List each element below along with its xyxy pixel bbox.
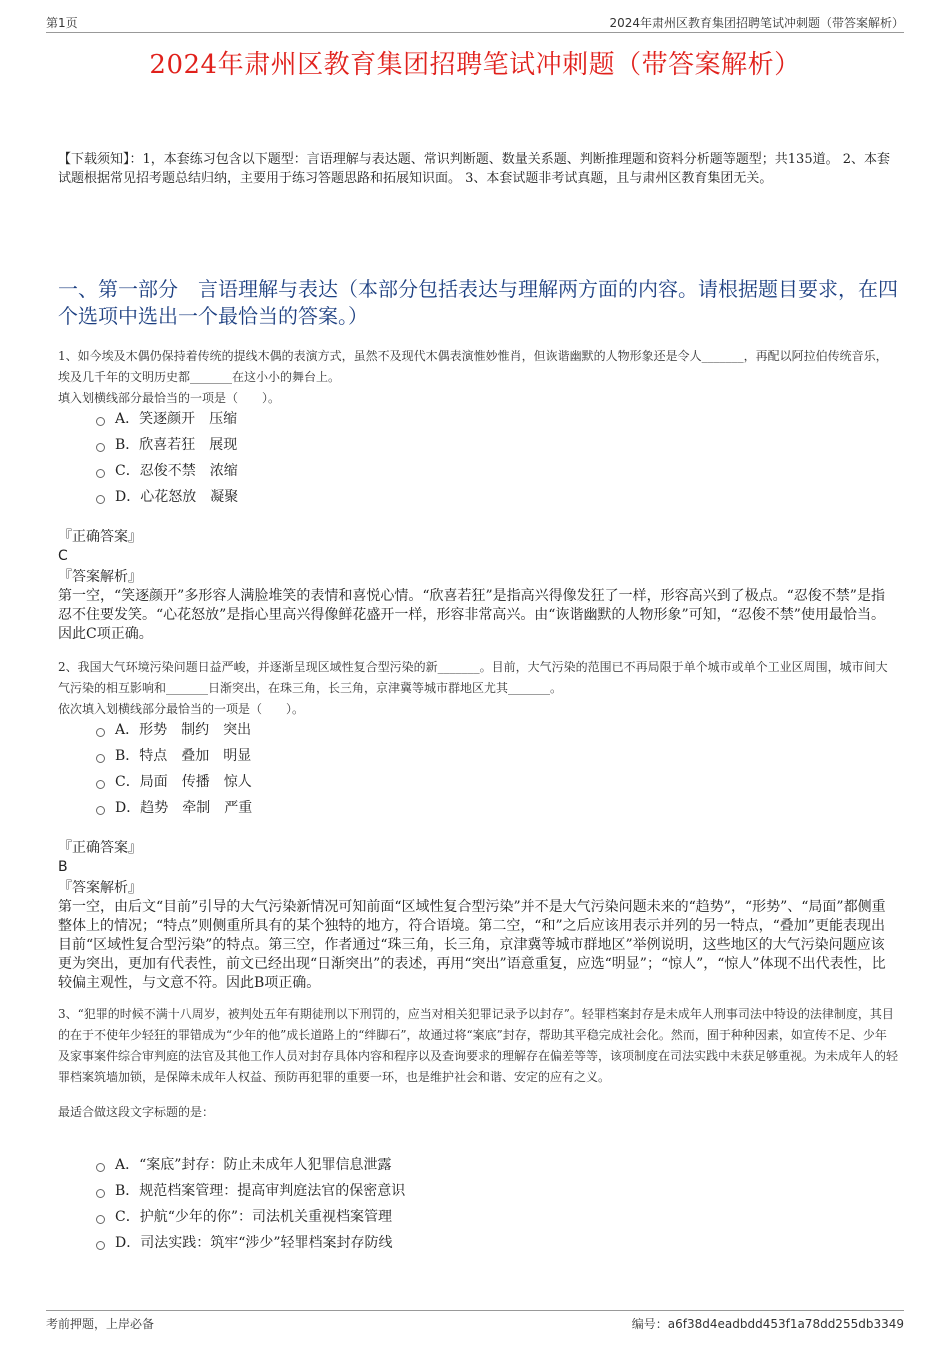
page-number: 第1页 xyxy=(46,16,78,30)
question-2-options xyxy=(96,717,596,821)
analysis-label: 『答案解析』 xyxy=(58,880,142,896)
option-key: B． xyxy=(115,437,140,453)
analysis-label: 『答案解析』 xyxy=(58,569,142,585)
answer-label: 『正确答案』 xyxy=(58,840,142,856)
option-key: D． xyxy=(115,800,141,816)
option-key: C． xyxy=(115,774,140,790)
option-key: D． xyxy=(115,1235,141,1251)
question-1-analysis xyxy=(58,568,898,644)
radio-icon[interactable] xyxy=(96,443,105,452)
option-key: A． xyxy=(115,411,140,427)
answer-value: C xyxy=(58,548,68,564)
question-1-answer xyxy=(58,528,898,566)
radio-icon[interactable] xyxy=(96,780,105,789)
option-a[interactable] xyxy=(96,717,596,743)
question-stem-text: 2、我国大气环境污染问题日益严峻，并逐渐呈现区域性复合型污染的新_______。目前，大气污染的范围已不再局限于单个城市或单个工业区周围，城市间大气污染的相互影响和_______日渐突出，在珠三角，长三角，京津冀等城市群地区尤其_______。 xyxy=(58,660,888,695)
option-text: 笑逐颜开 压缩 xyxy=(139,411,238,427)
option-d[interactable] xyxy=(96,484,596,510)
answer-label: 『正确答案』 xyxy=(58,529,142,545)
option-b[interactable] xyxy=(96,1178,596,1204)
page-header xyxy=(46,14,904,33)
option-text: 欣喜若狂 展现 xyxy=(139,437,238,453)
option-b[interactable] xyxy=(96,743,596,769)
analysis-text: 第一空，“笑逐颜开”多形容人满脸堆笑的表情和喜悦心情。“欣喜若狂”是指高兴得像发狂了一样，形容高兴到了极点。“忍俊不禁”是指忍不住要发笑。“心花怒放”是指心里高兴得像鲜花盛开一样，形容非常高兴。由“诙谐幽默的人物形象”可知，“忍俊不禁”使用最恰当。因此C项正确。 xyxy=(58,588,885,642)
radio-icon[interactable] xyxy=(96,1241,105,1250)
option-key: C． xyxy=(115,463,140,479)
question-2-stem xyxy=(58,657,898,720)
question-2-analysis xyxy=(58,879,898,993)
option-key: A． xyxy=(115,1157,140,1173)
question-prompt: 填入划横线部分最恰当的一项是（ ）。 xyxy=(58,391,281,405)
option-text: 护航“少年的你”：司法机关重视档案管理 xyxy=(139,1209,393,1225)
question-1-stem xyxy=(58,346,898,409)
radio-icon[interactable] xyxy=(96,469,105,478)
page-footer xyxy=(46,1310,904,1333)
option-d[interactable] xyxy=(96,795,596,821)
option-c[interactable] xyxy=(96,1204,596,1230)
header-doc-title: 2024年肃州区教育集团招聘笔试冲刺题（带答案解析） xyxy=(609,16,904,30)
question-3-options xyxy=(96,1152,596,1256)
option-a[interactable] xyxy=(96,406,596,432)
option-c[interactable] xyxy=(96,458,596,484)
footer-code xyxy=(632,1315,904,1332)
radio-icon[interactable] xyxy=(96,495,105,504)
option-text: 心花怒放 凝聚 xyxy=(140,489,239,505)
option-text: 局面 传播 惊人 xyxy=(139,774,252,790)
option-text: 规范档案管理：提高审判庭法官的保密意识 xyxy=(139,1183,406,1199)
footer-slogan: 考前押题，上岸必备 xyxy=(46,1317,155,1331)
option-text: 趋势 牵制 严重 xyxy=(140,800,253,816)
option-key: D． xyxy=(115,489,141,505)
radio-icon[interactable] xyxy=(96,1215,105,1224)
radio-icon[interactable] xyxy=(96,417,105,426)
answer-value: B xyxy=(58,859,68,875)
radio-icon[interactable] xyxy=(96,806,105,815)
page-title: 2024年肃州区教育集团招聘笔试冲刺题（带答案解析） xyxy=(149,50,801,80)
question-2-answer xyxy=(58,839,898,877)
option-text: “案底”封存：防止未成年人犯罪信息泄露 xyxy=(139,1157,392,1173)
code-label: 编号： xyxy=(631,1317,668,1331)
option-text: 忍俊不禁 浓缩 xyxy=(139,463,238,479)
section-heading: 一、第一部分 言语理解与表达（本部分包括表达与理解两方面的内容。请根据题目要求，在四个选项中选出一个最恰当的答案。） xyxy=(58,277,898,328)
question-3-stem xyxy=(58,1004,898,1123)
question-prompt: 最适合做这段文字标题的是： xyxy=(58,1105,215,1119)
radio-icon[interactable] xyxy=(96,1189,105,1198)
code-value: a6f38d4eadbdd453f1a78dd255db3349 xyxy=(667,1317,904,1331)
question-1-options xyxy=(96,406,596,510)
radio-icon[interactable] xyxy=(96,1163,105,1172)
option-d[interactable] xyxy=(96,1230,596,1256)
analysis-text: 第一空，由后文“目前”引导的大气污染新情况可知前面“区域性复合型污染”并不是大气污染问题未来的“趋势”，“形势”、“局面”都侧重整体上的情况；“特点”则侧重所具有的某个独特的地方，符合语境。第二空，“和”之后应该用表示并列的另一特点，“叠加”更能表现出目前“区域性复合型污染”的特点。第三空，作者通过“珠三角，长三角，京津冀等城市群地区”举例说明，这些地区的大气污染问题应该更为突出，更加有代表性，前文已经出现“日渐突出”的表述，再用“突出”语意重复，应选“明显”；“惊人”，“惊人”体现不出代表性，比较偏主观性，与文意不符。因此B项正确。 xyxy=(58,899,886,991)
option-c[interactable] xyxy=(96,769,596,795)
option-b[interactable] xyxy=(96,432,596,458)
question-prompt: 依次填入划横线部分最恰当的一项是（ ）。 xyxy=(58,702,305,716)
option-key: A． xyxy=(115,722,140,738)
question-stem-text: 1、如今埃及木偶仍保持着传统的提线木偶的表演方式，虽然不及现代木偶表演惟妙惟肖，但诙谐幽默的人物形象还是令人_______，再配以阿拉伯传统音乐，埃及几千年的文明历史都_______在这小小的舞台上。 xyxy=(58,349,888,384)
option-text: 形势 制约 突出 xyxy=(139,722,252,738)
download-notice: 【下载须知】：1，本套练习包含以下题型：言语理解与表达题、常识判断题、数量关系题、判断推理题和资料分析题等题型；共135道。 2、本套试题根据常见招考题总结归纳，主要用于练习答题思路和拓展知识面。 3、本套试题非考试真题，且与肃州区教育集团无关。 xyxy=(58,152,890,186)
option-text: 司法实践：筑牢“涉少”轻罪档案封存防线 xyxy=(140,1235,393,1251)
radio-icon[interactable] xyxy=(96,728,105,737)
option-key: C． xyxy=(115,1209,140,1225)
option-a[interactable] xyxy=(96,1152,596,1178)
option-key: B． xyxy=(115,748,140,764)
option-key: B． xyxy=(115,1183,140,1199)
radio-icon[interactable] xyxy=(96,754,105,763)
question-stem-text: 3、“犯罪的时候不满十八周岁，被判处五年有期徒刑以下刑罚的，应当对相关犯罪记录予以封存”。轻罪档案封存是未成年人刑事司法中特设的法律制度，其目的在于不使年少轻狂的罪错成为“少年的他”成长道路上的“绊脚石”，故通过将“案底”封存，帮助其平稳完成社会化。然而，囿于种种因素，如宣传不足、少年及家事案件综合审判庭的法官及其他工作人员对封存具体内容和程序以及查询要求的理解存在偏差等等，该项制度在司法实践中未获足够重视。为未成年人的轻罪档案筑墙加锁，是保障未成年人权益、预防再犯罪的重要一环，也是维护社会和谐、安定的应有之义。 xyxy=(58,1007,899,1084)
option-text: 特点 叠加 明显 xyxy=(139,748,252,764)
